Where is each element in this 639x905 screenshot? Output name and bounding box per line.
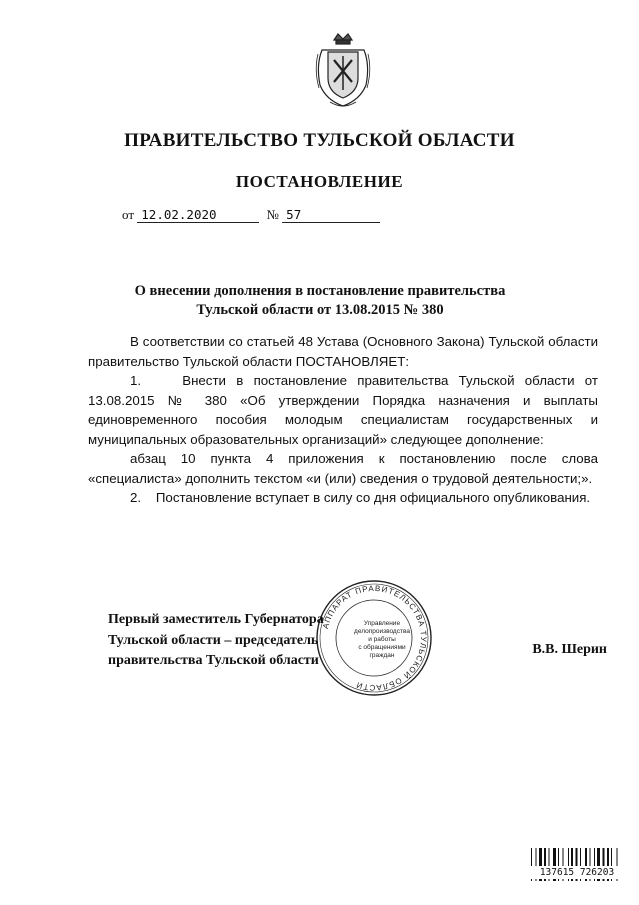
position-line-2: Тульской области – председатель	[108, 632, 319, 648]
stamp-line: Управление	[363, 620, 401, 627]
document-type: ПОСТАНОВЛЕНИЕ	[235, 172, 404, 191]
signatory-position	[108, 610, 368, 672]
registration-line	[122, 207, 380, 223]
signatory-name: В.В. Шерин	[532, 642, 607, 657]
stamp-line: с обращениями	[358, 644, 406, 651]
document-body	[88, 332, 598, 508]
body-paragraph: 2. Постановление вступает в силу со дня официального опубликования.	[130, 490, 591, 505]
stamp-line: граждан	[369, 652, 395, 659]
subject-line-2: Тульской области от 13.08.2015 № 380	[196, 302, 444, 318]
stamp-line: и работы	[368, 636, 396, 643]
document-number: 57	[282, 207, 380, 223]
stamp-ring-text: АППАРАТ ПРАВИТЕЛЬСТВА ТУЛЬСКОЙ ОБЛАСТИ	[320, 583, 429, 693]
subject-line-1: О внесении дополнения в постановление правительства	[134, 283, 506, 299]
body-paragraph: абзац 10 пункта 4 приложения к постановлению после слова «специалиста» дополнить текстом «и (или) сведения о трудовой деятельности;».	[88, 451, 598, 486]
position-line-3: правительства Тульской области	[108, 653, 319, 668]
document-subject	[100, 282, 540, 320]
date-label: от	[122, 207, 135, 222]
government-title: ПРАВИТЕЛЬСТВО ТУЛЬСКОЙ ОБЛАСТИ	[124, 130, 515, 151]
position-line-1: Первый заместитель Губернатора	[108, 612, 324, 627]
body-paragraph: 1. Внести в постановление правительства Тульской области от 13.08.2015 № 380 «Об утверждении Порядка назначения и выплаты единовременного пособия молодым специалистам государственных и муниципальных образовательных организаций» следующее дополнение:	[88, 373, 598, 447]
number-label: №	[266, 207, 279, 222]
document-date: 12.02.2020	[137, 207, 259, 223]
barcode-number: 137615 726203	[530, 866, 624, 879]
tula-coat-of-arms-emblem	[312, 30, 374, 110]
body-paragraph: В соответствии со статьей 48 Устава (Основного Закона) Тульской области правительство Тульской области ПОСТАНОВЛЯЕТ:	[88, 334, 598, 369]
stamp-line: делопроизводства	[354, 628, 410, 635]
